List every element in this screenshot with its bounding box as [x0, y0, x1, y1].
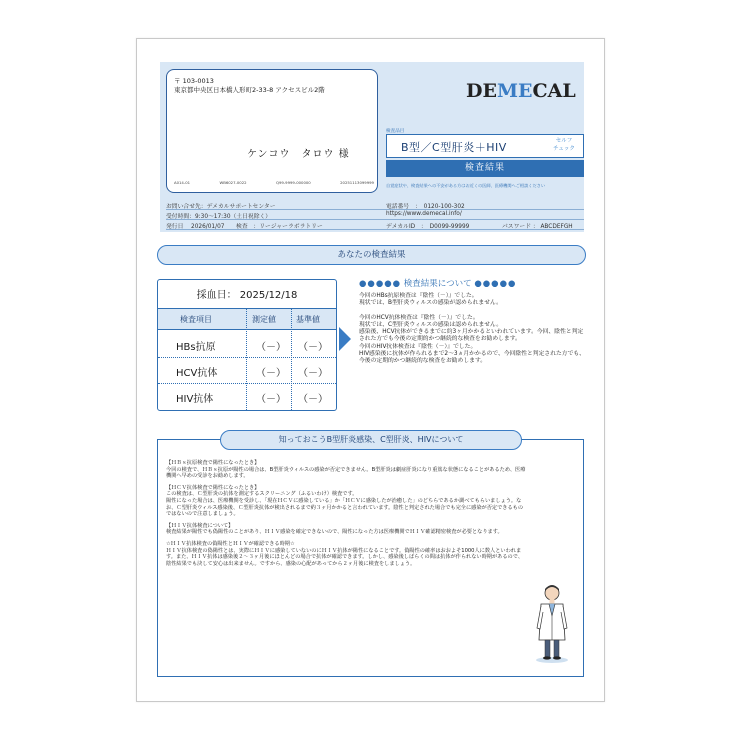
block-heading: 【ＨＩＶ抗体検査について】: [166, 522, 234, 529]
knowledge-block-false-positive: [166, 541, 526, 567]
test-item-label: 検査品目: [386, 129, 405, 134]
col-header-value: 測定値: [252, 315, 276, 324]
col-header-item: 検査項目: [180, 315, 212, 324]
knowledge-box: [157, 435, 584, 677]
info-row-3: [166, 220, 584, 230]
results-table: [157, 279, 337, 411]
demecal-id: デメカルID ： D0099-99999: [386, 224, 470, 230]
column-divider: [246, 308, 247, 410]
phone-number: 電話番号 ： 0120-100-302: [386, 204, 465, 210]
blood-draw-date: 採血日： 2025/12/18: [196, 290, 298, 301]
address-box: [166, 69, 378, 193]
info-row-1: [166, 200, 584, 210]
result-comment-heading: 検査結果について: [403, 279, 472, 289]
consult-note: 自覚症状や、検査結果への不安がある方はお近くの医師、医療機関へご相談ください: [386, 183, 546, 188]
row-ref: （－）: [298, 342, 328, 353]
your-results-header: [157, 245, 586, 265]
row-item: HBs抗原: [176, 342, 216, 353]
row-divider: [158, 383, 336, 384]
doctor-illustration: [532, 582, 572, 664]
table-row: [158, 332, 336, 358]
recipient-name: ケンコウ タロウ 様: [247, 149, 350, 160]
row-ref: （－）: [298, 368, 328, 379]
postal-code: 〒 103-0013: [174, 77, 214, 85]
row-value: （－）: [256, 368, 286, 379]
code-4: 20251113099999: [340, 180, 374, 185]
test-name-box: [386, 134, 584, 158]
row-item: HCV抗体: [176, 368, 218, 379]
address-codes: [174, 180, 374, 185]
block-body: ＨＩＶ抗体検査の偽陽性とは、実際にＨＩＶに感染していないのにＨＩＶ抗体が陽性になることです。偽陽性の確率はおおよそ1000人に数人といわれます。また、ＨＩＶ抗体は感染後２～３ヶ月後にほとんどの場合で抗体が確認できます。しかし、感染後しばらくの間は抗体が作られない時期があるので、陰性結果でも決して安心は出来ません。ですから、感染の心配があってから２ヶ月後に検査をしましょう。: [166, 547, 524, 567]
code-3: Q99-9999-000000: [275, 180, 311, 185]
hbs-comment: 今回のHBs抗原検査は『陰性（－）』でした。 現状では、B型肝炎ウィルスの感染が認められません。: [359, 293, 502, 307]
column-divider: [291, 308, 292, 410]
password: パスワード ： ABCDEFGH: [502, 224, 573, 230]
info-row-2: [166, 210, 584, 220]
contact-label: お問い合せ先：デメカルサポートセンター: [166, 204, 276, 210]
table-row: [158, 384, 336, 410]
result-comment-title: [359, 277, 584, 289]
block-body: この検査は、Ｃ型肝炎の抗体を測定するスクリーニング（ふるいわけ）検査です。 陽性になった場合は、医療機関を受診し、「現在ＨＣＶに感染している」か「ＨＣＶに感染したが治癒した」のどちらであるか調べてもらいましょう。なお、Ｃ型肝炎ウィルス感染後、Ｃ型肝炎抗体が検出されるまで約３ヶ月かかると言われています。陰性と判定された場合でも完全に感染が否定できるものではないので注意しましょう。: [166, 491, 524, 518]
issue-date: 発行日 2026/01/07 検査 ：リージャーラボラトリー: [166, 224, 323, 230]
reception-hours: 受付時間：9:30〜17:30（土日祝除く）: [166, 214, 272, 220]
logo-part-b: ME: [496, 80, 533, 102]
block-heading: ☆ＨＩＶ抗体検査の偽陽性とＨＩＶが確認できる時期☆: [166, 540, 295, 547]
block-heading: 【ＨＣＶ抗体検査で陽性になったとき】: [166, 484, 260, 491]
table-row: [158, 358, 336, 384]
dots-right: ●●●●●: [474, 279, 517, 289]
header-band: [160, 62, 584, 232]
result-comment-body: [359, 293, 585, 373]
result-bar: 検査結果: [386, 160, 584, 177]
result-sheet: [136, 38, 605, 702]
block-body: 検査結果が陽性でも偽陽性のことがあり、ＨＩＶ感染を確定できないので、陽性になった方は医療機関でＨＩＶ確認精密検査が必要となります。: [166, 529, 503, 536]
block-heading: 【ＨＢｓ抗原検査で陽性になったとき】: [166, 460, 260, 466]
row-item: HIV抗体: [176, 394, 214, 405]
results-table-header: [158, 308, 336, 330]
knowledge-block-hcv: [166, 485, 526, 518]
code-1: A014-01: [174, 180, 191, 185]
logo-part-c: CAL: [532, 80, 576, 102]
knowledge-block-hbs: [166, 460, 526, 480]
hiv-comment: 今回のHIV抗体検査は『陰性（－）』でした。 HIV感染後に抗体が作られるまで2〜3ヵ月かかるので、今回陰性と判定された方でも、今後の定期的かつ継続的な検査をお勧めします。: [359, 343, 585, 365]
address-line: 東京都中央区日本橋人形町2-33-8 アクセスビル2階: [174, 86, 325, 94]
col-header-ref: 基準値: [296, 315, 320, 324]
hcv-comment: 今回のHCV抗体検査は『陰性（－）』でした。 現状では、C型肝炎ウィルスの感染は認められません。 感染後、HCV抗体ができるまでに約3ヶ月かかるといわれています。今回、陰性と判定された方でも今後の定期的かつ継続的な検査をお勧めします。: [359, 314, 584, 343]
knowledge-block-hiv: [166, 523, 526, 536]
row-ref: （－）: [298, 394, 328, 405]
knowledge-title: 知っておこうB型肝炎感染、C型肝炎、HIVについて: [220, 430, 522, 450]
arrow-right-icon: [339, 327, 351, 351]
test-name: B型／C型肝炎＋HIV: [401, 141, 507, 154]
row-value: （－）: [256, 394, 286, 405]
demecal-logo: [466, 80, 576, 102]
row-value: （－）: [256, 342, 286, 353]
logo-part-a: DE: [466, 80, 497, 102]
row-divider: [158, 357, 336, 358]
your-results-title: あなたの検査結果: [157, 245, 586, 265]
self-check-label: セルフ チェック: [553, 138, 575, 152]
dots-left: ●●●●●: [359, 279, 402, 289]
website-url: https://www.demecal.info/: [386, 211, 462, 217]
code-2: WB6027-0022: [219, 180, 247, 185]
knowledge-text: [166, 460, 526, 572]
block-body: 今回の検査で、ＨＢｓ抗原が陽性の場合は、B型肝炎ウィルスの感染が否定できません。B型肝炎は劇症肝炎になり重篤な状態になることがあるため、医療機関へ早めの受診をお勧めします。: [166, 466, 526, 480]
